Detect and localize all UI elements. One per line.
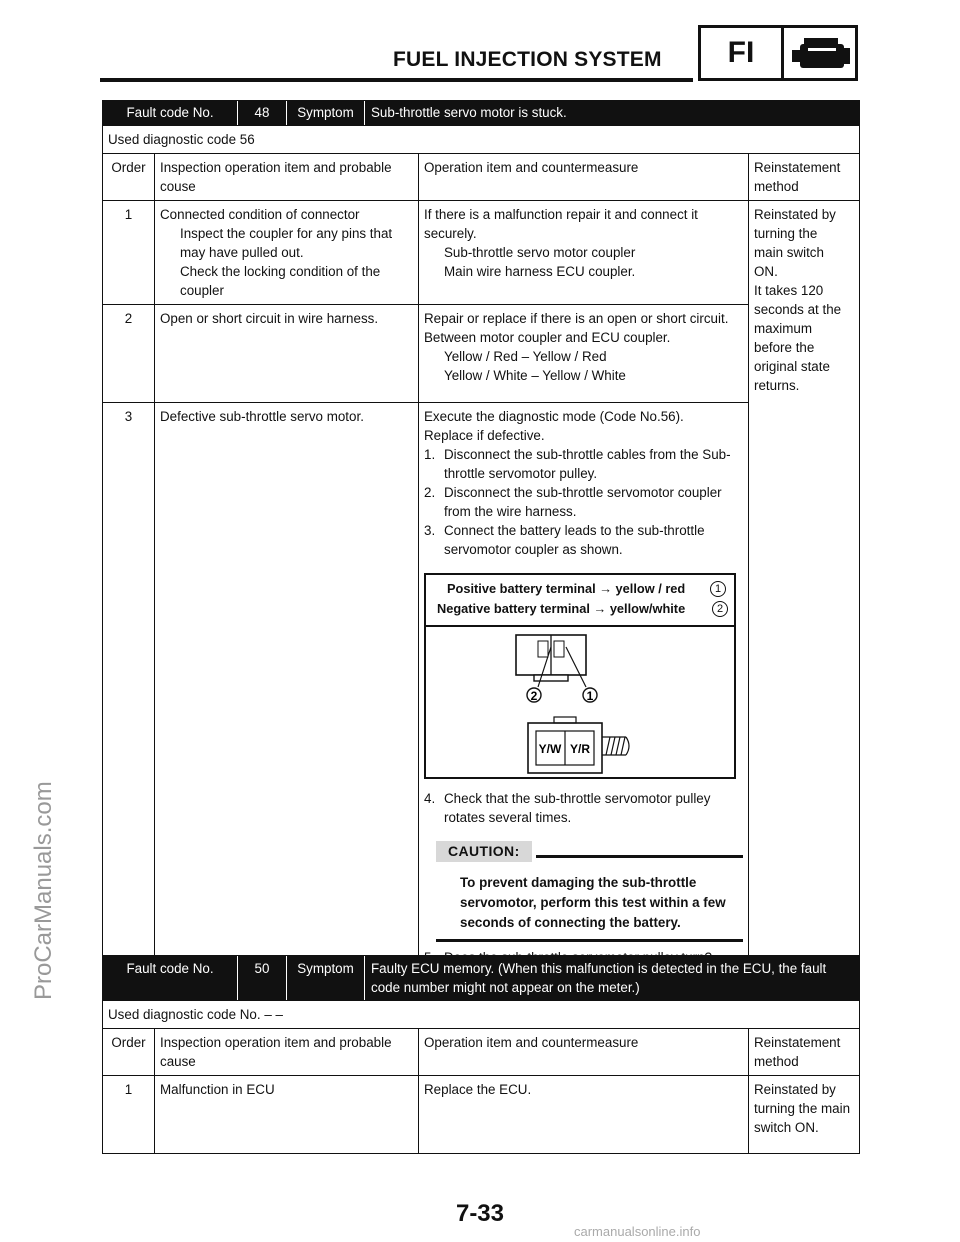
col-item-header: Inspection operation item and probable cause (155, 1029, 419, 1076)
pin-yw-label: Y/W (538, 742, 562, 756)
header-rule (100, 78, 693, 82)
action-line: Repair or replace if there is an open or short circuit. (424, 311, 729, 326)
fault-code-value: 50 (238, 956, 287, 1000)
fault-table-48 (102, 100, 860, 972)
used-diagnostic-code: Used diagnostic code No. – – (103, 1001, 860, 1029)
reinstate-line: main switch (754, 245, 824, 260)
page-title: FUEL INJECTION SYSTEM (393, 48, 662, 71)
fault-table-50 (102, 955, 860, 1154)
fault-header-row (103, 956, 860, 1001)
item-title: Connected condition of connector (160, 207, 360, 222)
marker-2: 2 (712, 601, 728, 617)
step-item (424, 521, 743, 559)
fault-code-value: 48 (238, 101, 287, 125)
action-line: If there is a malfunction repair it and connect it securely. (424, 207, 698, 241)
item-line: Check the locking condition of the coupler (180, 264, 381, 298)
reinstatement-method: Reinstated by turning the main switch ON. (749, 1076, 860, 1154)
caution-heading (424, 841, 743, 863)
fault-code-label: Fault code No. (103, 101, 238, 125)
reinstate-line: original state (754, 359, 830, 374)
row-item (155, 201, 419, 305)
bottom-watermark: carmanualsonline.info (574, 1224, 701, 1239)
row-order: 1 (103, 1076, 155, 1154)
row-order: 2 (103, 305, 155, 403)
row-order: 3 (103, 403, 155, 972)
action-line: Between motor coupler and ECU coupler. (424, 330, 671, 345)
used-diagnostic-code: Used diagnostic code 56 (103, 126, 860, 154)
symptom-text: Faulty ECU memory. (When this malfunction is detected in the ECU, the fault code number might not appear on the meter.) (371, 961, 827, 995)
coupler-drawing (426, 627, 734, 777)
coupler-mark-2: 2 (530, 689, 538, 703)
section-badge (698, 25, 858, 81)
action-indent-line: Yellow / White – Yellow / White (444, 368, 626, 383)
fault-header-row (103, 101, 860, 126)
wire-bundle (602, 737, 629, 755)
row-action: Replace the ECU. (419, 1076, 749, 1154)
symptom-label: Symptom (287, 101, 365, 125)
action-indent-line: Main wire harness ECU coupler. (444, 264, 636, 279)
reinstate-line: Reinstated by (754, 207, 836, 222)
action-line: Execute the diagnostic mode (Code No.56). (424, 409, 684, 424)
col-reinstate-header: Reinstatement method (749, 1029, 860, 1076)
step-item (424, 483, 743, 521)
col-order-header: Order (103, 154, 155, 201)
row-action (419, 403, 749, 972)
caution-label: CAUTION: (436, 841, 532, 862)
coupler-diagram (424, 573, 736, 779)
reinstate-line: before the (754, 340, 815, 355)
col-item-header: Inspection operation item and probable couse (155, 154, 419, 201)
action-indent-line: Sub-throttle servo motor coupler (444, 245, 636, 260)
step-item (424, 789, 743, 827)
col-action-header: Operation item and countermeasure (419, 154, 749, 201)
row-action (419, 305, 749, 403)
negative-terminal-label: Negative battery terminal → yellow/white (437, 601, 686, 616)
row-item: Defective sub-throttle servo motor. (155, 403, 419, 972)
row-item: Open or short circuit in wire harness. (155, 305, 419, 403)
fault-code-label: Fault code No. (103, 956, 238, 1000)
row-item: Malfunction in ECU (155, 1076, 419, 1154)
item-line: Inspect the coupler for any pins that may have pulled out. (180, 226, 393, 260)
reinstate-line: returns. (754, 378, 800, 393)
step-text: Disconnect the sub-throttle servomotor coupler from the wire harness. (444, 485, 722, 519)
positive-terminal-label: Positive battery terminal → yellow / red (447, 581, 686, 596)
step-text: Connect the battery leads to the sub-throttle servomotor coupler as shown. (444, 523, 705, 557)
marker-1: 1 (710, 581, 726, 597)
step-text: Check that the sub-throttle servomotor pulley rotates several times. (444, 791, 711, 825)
row-order: 1 (103, 201, 155, 305)
reinstate-line: turning the (754, 226, 818, 241)
side-watermark: ProCarManuals.com (30, 781, 57, 1000)
section-badge-label: FI (701, 28, 784, 78)
coupler-mark-1: 1 (586, 689, 594, 703)
row-action (419, 201, 749, 305)
col-order-header: Order (103, 1029, 155, 1076)
col-reinstate-header: Reinstatement method (749, 154, 860, 201)
action-indent-line: Yellow / Red – Yellow / Red (444, 349, 607, 364)
caution-text: To prevent damaging the sub-throttle servomotor, perform this test within a few seconds of connecting the battery. (436, 863, 743, 942)
engine-icon (784, 28, 855, 78)
symptom-label: Symptom (287, 956, 365, 1000)
step-number: 4. (424, 791, 436, 806)
caution-rule (536, 855, 743, 858)
col-action-header: Operation item and countermeasure (419, 1029, 749, 1076)
step-number: 1. (424, 447, 436, 462)
step-text: Disconnect the sub-throttle cables from the Sub-throttle servomotor pulley. (444, 447, 731, 481)
reinstate-line: It takes 120 (754, 283, 824, 298)
page-number: 7-33 (455, 1200, 505, 1227)
step-number: 2. (424, 485, 436, 500)
step-number: 3. (424, 523, 436, 538)
reinstate-line: maximum (754, 321, 813, 336)
reinstate-line: ON. (754, 264, 778, 279)
action-line: Replace if defective. (424, 428, 545, 443)
reinstate-line: seconds at the (754, 302, 842, 317)
diagram-legend (426, 575, 734, 627)
step-item (424, 445, 743, 483)
symptom-text: Sub-throttle servo motor is stuck. (371, 105, 567, 120)
pin-yr-label: Y/R (569, 742, 591, 756)
reinstatement-method (749, 201, 860, 972)
